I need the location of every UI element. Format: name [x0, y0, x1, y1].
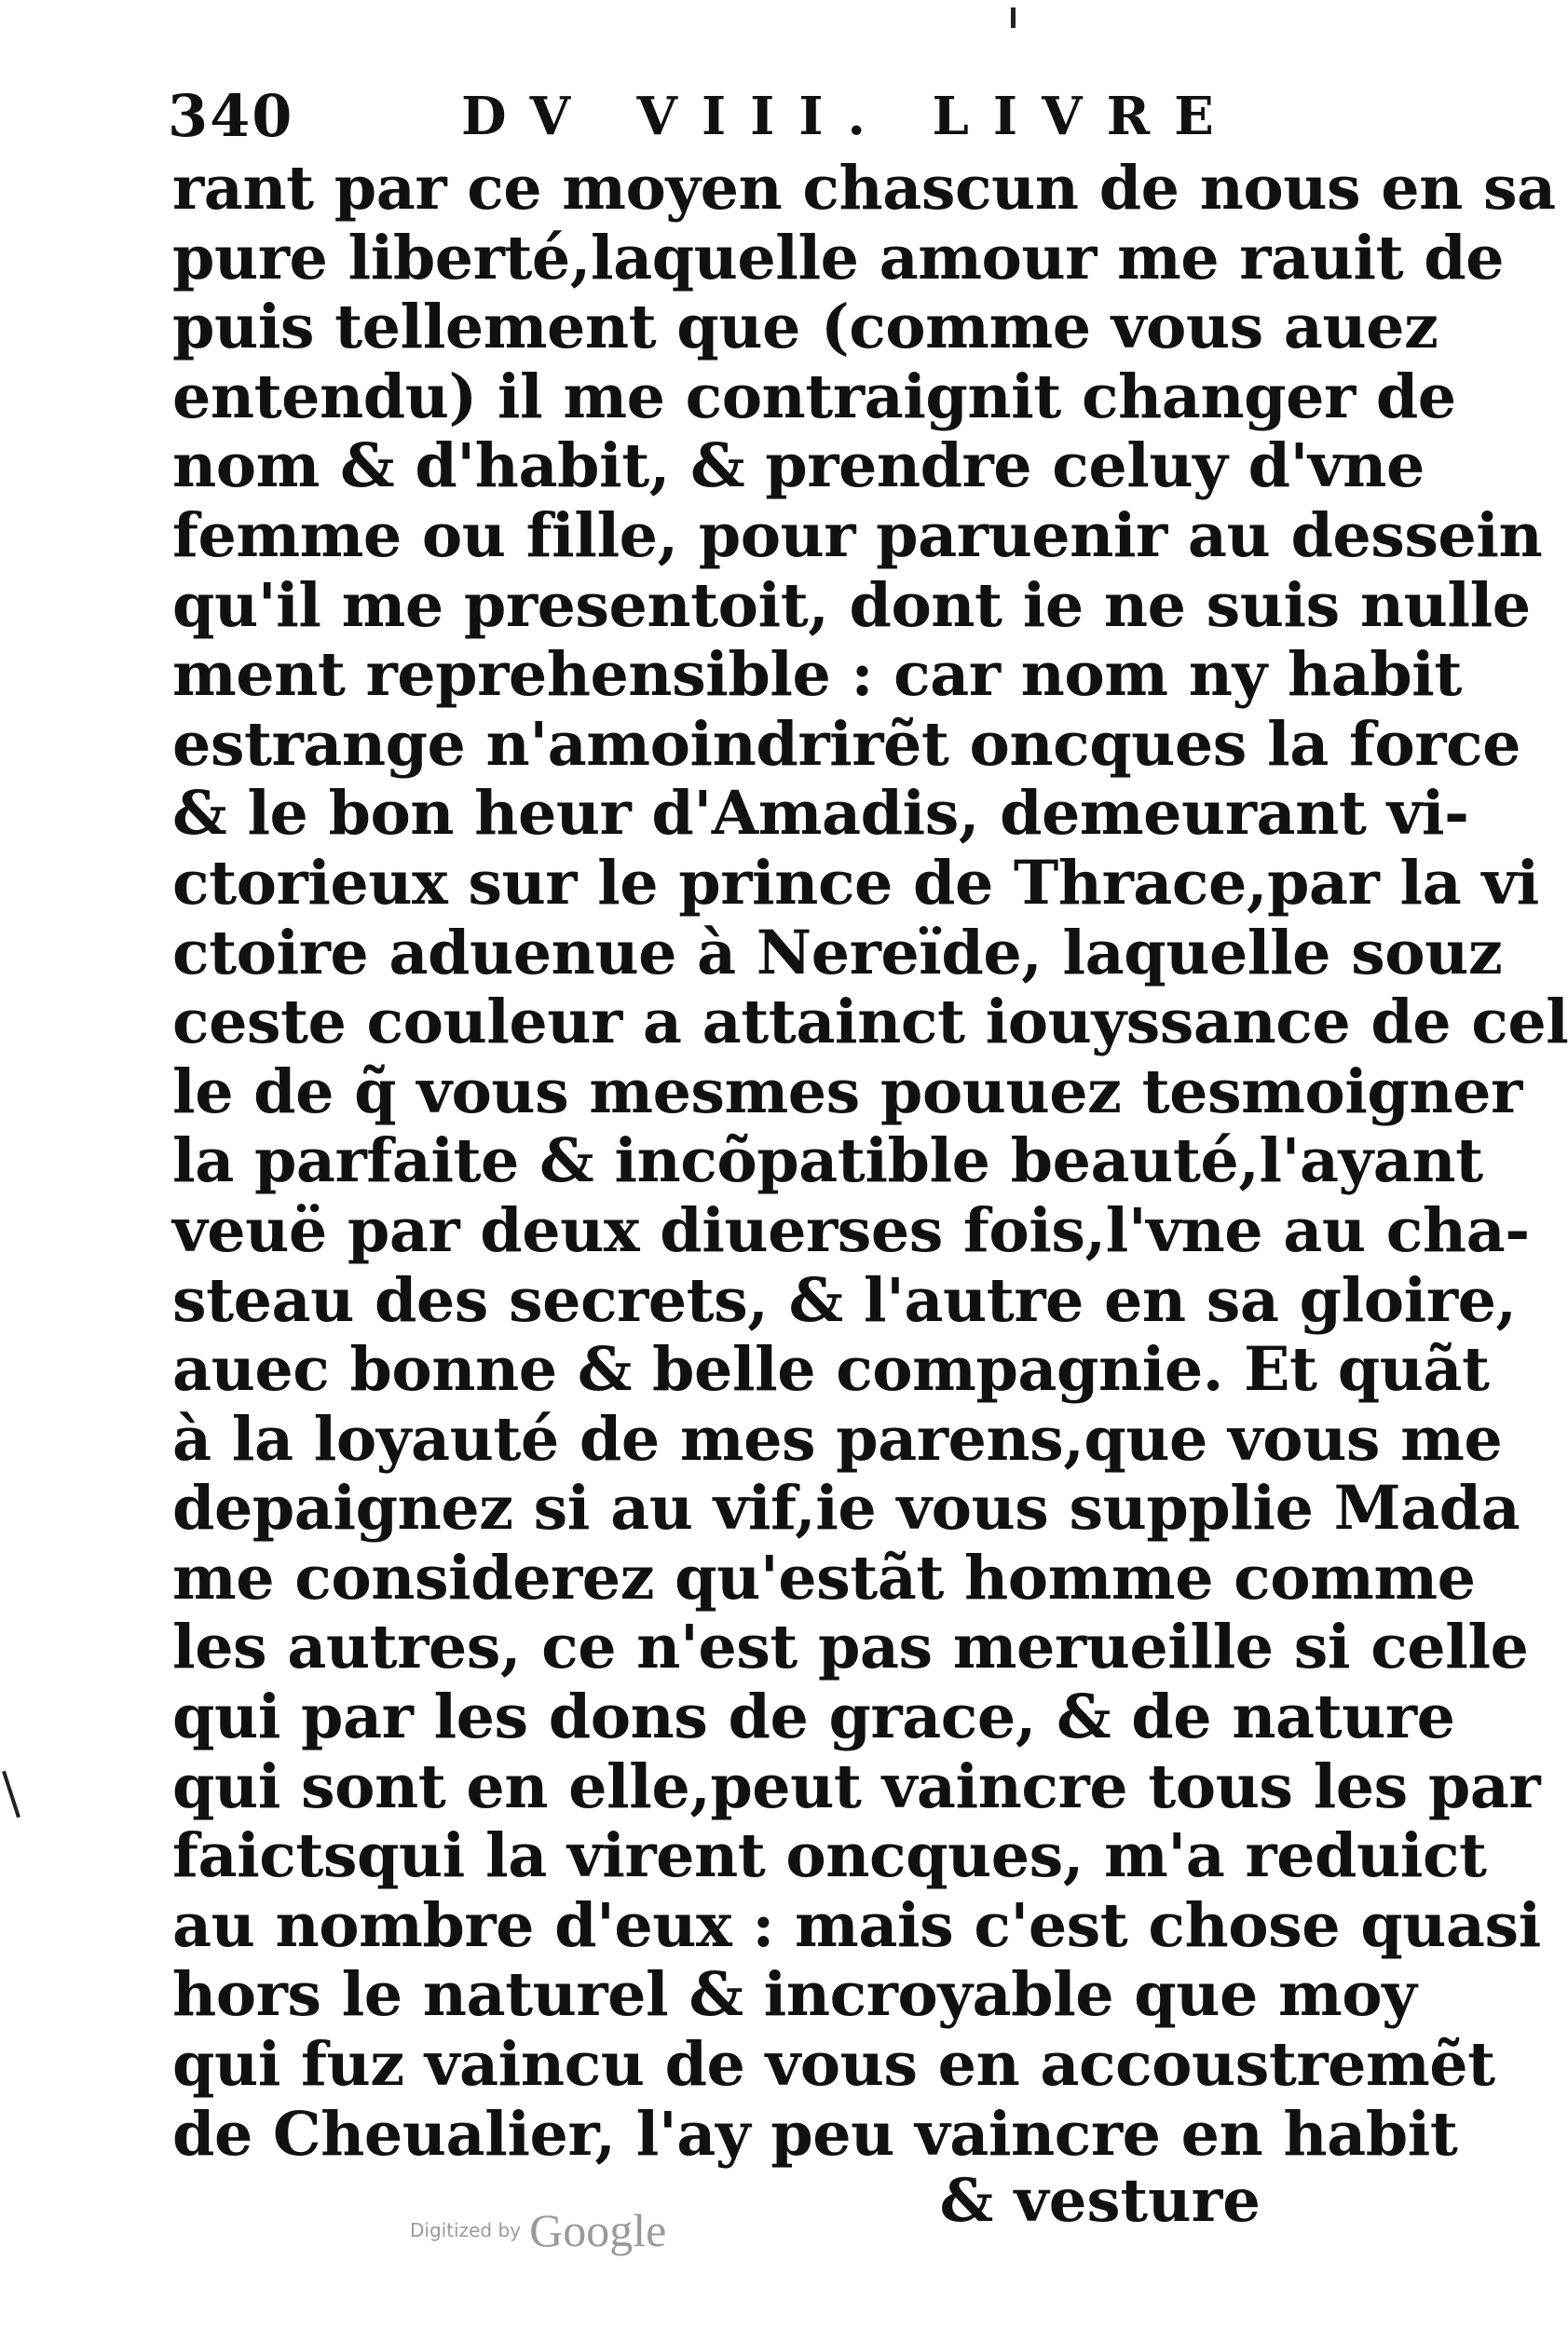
text-line: la parfaite & incõpatible beauté,l'ayant [172, 1125, 1483, 1197]
text-line: faictsqui la virent oncques, m'a reduict [172, 1820, 1487, 1892]
running-head [168, 82, 1286, 157]
text-line: les autres, ce n'est pas merueille si celle [172, 1612, 1529, 1683]
text-line: nom & d'habit, & prendre celuy d'vne [172, 430, 1425, 502]
text-line: à la loyauté de mes parens,que vous me [172, 1403, 1503, 1475]
text-line: au nombre d'eux : mais c'est chose quasi [172, 1889, 1541, 1961]
running-title: DV VIII. LIVRE [461, 86, 1238, 147]
text-line: qu'il me presentoit, dont ie ne suis nulle [172, 569, 1531, 641]
body-text [172, 153, 1568, 2170]
text-line: de Cheualier, l'ay peu vaincre en habit [172, 2098, 1458, 2170]
text-line: veuë par deux diuerses fois,l'vne au cha- [172, 1194, 1530, 1266]
text-line: qui fuz vaincu de vous en accoustremẽt [172, 2029, 1495, 2101]
text-line: puis tellement que (comme vous auez [172, 292, 1438, 363]
text-line: pure liberté,laquelle amour me rauit de [172, 222, 1505, 293]
text-line: ctoire aduenue à Nereïde, laquelle souz [172, 917, 1503, 988]
text-line: depaignez si au vif,ie vous supplie Mada [172, 1473, 1520, 1545]
text-line: le de q̃ vous mesmes pouuez tesmoigner [172, 1056, 1522, 1127]
text-line: rant par ce moyen chascun de nous en sa [172, 153, 1556, 224]
text-line: ctorieux sur le prince de Thrace,par la vi [172, 847, 1539, 919]
ink-mark [1011, 7, 1016, 28]
google-wordmark: Google [529, 2204, 667, 2256]
text-line: ceste couleur a attainct iouyssance de cel [172, 987, 1568, 1058]
page-number: 340 [168, 82, 294, 150]
digitized-watermark [410, 2203, 666, 2259]
text-line: femme ou fille, pour paruenir au dessein [172, 499, 1543, 571]
text-line: steau des secrets, & l'autre en sa gloire, [172, 1264, 1517, 1336]
text-line: hors le naturel & incroyable que moy [172, 1959, 1417, 2031]
text-line: me considerez qu'estãt homme comme [172, 1542, 1476, 1614]
text-line: & le bon heur d'Amadis, demeurant vi- [172, 778, 1469, 850]
text-line: qui par les dons de grace, & de nature [172, 1682, 1455, 1753]
text-line: ment reprehensible : car nom ny habit [172, 639, 1462, 711]
ink-mark [2, 1771, 20, 1818]
text-line: auec bonne & belle compagnie. Et quãt [172, 1334, 1490, 1406]
text-line: qui sont en elle,peut vaincre tous les par [172, 1750, 1541, 1822]
catchword: & vesture [939, 2166, 1261, 2236]
text-line: entendu) il me contraignit changer de [172, 361, 1456, 432]
text-line: estrange n'amoindrirẽt oncques la force [172, 708, 1520, 780]
digitized-by-label: Digitized by [410, 2219, 521, 2241]
